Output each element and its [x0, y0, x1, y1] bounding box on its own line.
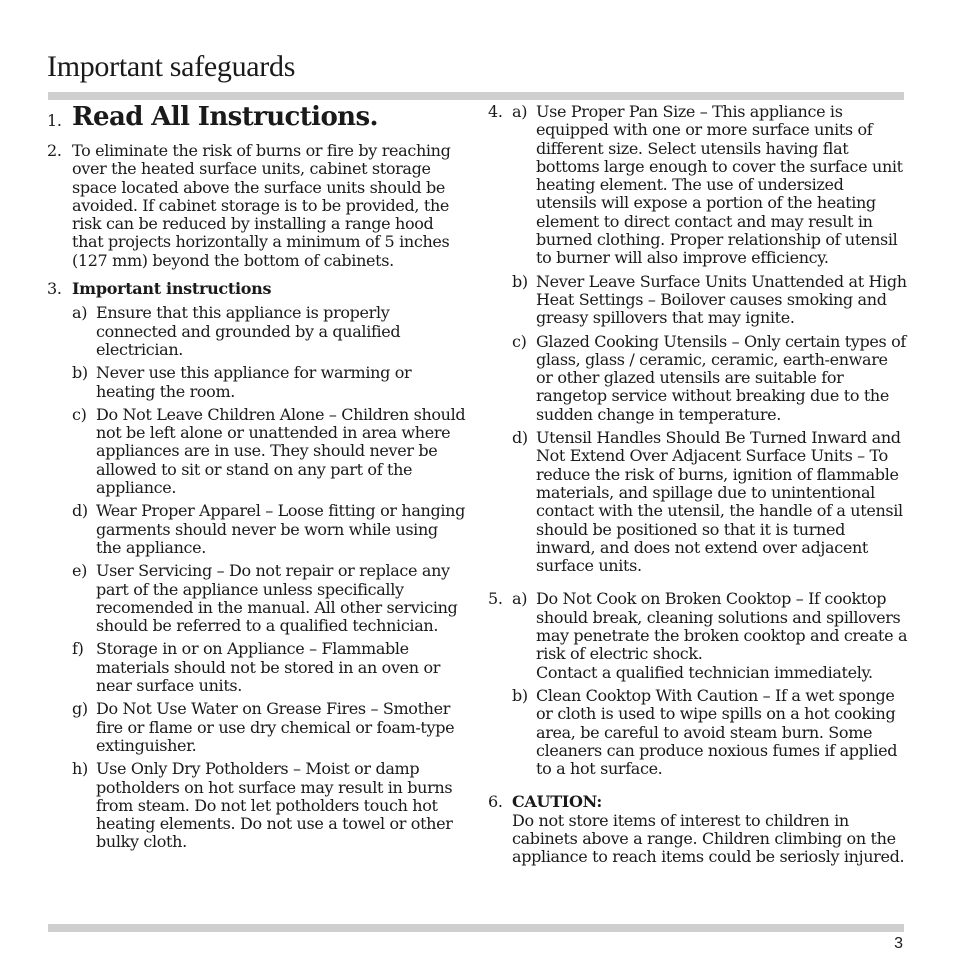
item-number: 4. — [488, 102, 503, 121]
page-title: Important safeguards — [47, 50, 296, 83]
sub-item-d — [72, 502, 467, 557]
item-number: 1. — [47, 111, 62, 130]
list-item-5 — [488, 590, 908, 778]
list-item-4 — [488, 103, 908, 575]
sub-text-contact: Contact a qualified technician immediately. — [536, 662, 873, 682]
header-divider — [48, 92, 904, 100]
sub-list — [512, 685, 908, 779]
sub-item-e — [72, 562, 467, 635]
sub-text: Utensil Handles Should Be Turned Inward and Not Extend Over Adjacent Surface Units – To reduce the risk of burns, ignition of flammable materials, and spillage due to unintentional contact with the utensil, the handle of a utensil should be positioned so that it is turned inward, and does not extend over adjacent surface units. — [536, 428, 903, 576]
sub-letter: b) — [512, 685, 528, 705]
sub-letter: h) — [72, 759, 88, 779]
sub-text: Glazed Cooking Utensils – Only certain types of glass, glass / ceramic, ceramic, earth-enware or other glazed utensils are suitable for rangetop service without breaking due to the sudden change in temperature. — [536, 331, 906, 424]
left-column — [47, 100, 467, 857]
right-column — [488, 100, 908, 867]
list-item-3 — [47, 280, 467, 852]
sub-letter: a) — [72, 303, 88, 323]
sub-list — [512, 271, 908, 576]
sub-letter: a) — [512, 589, 528, 609]
sub-text: User Servicing – Do not repair or replace any part of the appliance unless specifically recomended in the manual. All other servicing should be referred to a qualified technician. — [96, 561, 458, 636]
sub-item-a — [512, 103, 908, 268]
sub-letter: b) — [72, 363, 88, 383]
sub-item-d — [512, 429, 908, 575]
sub-letter: c) — [72, 404, 87, 424]
sub-text: Never use this appliance for warming or heating the room. — [96, 363, 412, 401]
sub-letter: d) — [72, 501, 88, 521]
sub-text: Never Leave Surface Units Unattended at High Heat Settings – Boilover causes smoking and greasy spillovers that may ignite. — [536, 271, 907, 328]
item-number: 5. — [488, 589, 503, 609]
list-item-1 — [47, 100, 467, 134]
sub-text: Do Not Use Water on Grease Fires – Smother fire or flame or use dry chemical or foam-type extinguisher. — [96, 699, 455, 755]
sub-text: Wear Proper Apparel – Loose fitting or hanging garments should never be worn while using the appliance. — [96, 501, 465, 557]
sub-letter: f) — [72, 639, 84, 659]
sub-item-a — [512, 590, 908, 681]
sub-letter: b) — [512, 271, 528, 291]
sub-item-b — [512, 273, 908, 328]
sub-text: Do Not Cook on Broken Cooktop – If cooktop should break, cleaning solutions and spillovers may penetrate the broken cooktop and create a risk of electric shock. — [536, 589, 908, 664]
sub-list — [72, 304, 467, 851]
sub-letter: g) — [72, 699, 88, 719]
sub-text: Use Proper Pan Size – This appliance is equipped with one or more surface units of different size. Select utensils having flat bottoms large enough to cover the surface unit heating element. The use of undersized utensils will expose a portion of the heating element to direct contact and may result in burned clothing. Proper relationship of utensil to burner will also improve efficiency. — [536, 102, 903, 268]
sub-item-b — [512, 687, 908, 778]
page-number: 3 — [894, 935, 903, 952]
caution-text: Do not store items of interest to children in cabinets above a range. Children climbing on the appliance to reach items could be seriosly injured. — [512, 810, 905, 867]
sub-item-h — [72, 760, 467, 851]
sub-text: Storage in or on Appliance – Flammable materials should not be stored in an oven or near surface units. — [96, 639, 441, 696]
item-number: 6. — [488, 792, 503, 812]
sub-text: Use Only Dry Potholders – Moist or damp potholders on hot surface may result in burns from steam. Do not let potholders touch hot heating elements. Do not use a towel or other bulky cloth. — [96, 759, 453, 852]
sub-item-f — [72, 640, 467, 695]
item-text: To eliminate the risk of burns or fire by reaching over the heated surface units, cabinet storage space located above the surface units should be avoided. If cabinet storage is to be provided, the risk can be reduced by installing a range hood that projects horizontally a minimum of 5 inches (127 mm) beyond the bottom of cabinets. — [72, 141, 451, 270]
sub-letter: c) — [512, 331, 527, 351]
sub-text: Clean Cooktop With Caution – If a wet sponge or cloth is used to wipe spills on a hot cooking area, be careful to avoid steam burn. Some cleaners can produce noxious fumes if applied to a hot surface. — [536, 685, 898, 779]
footer-divider — [48, 924, 904, 932]
important-instructions-heading: Important instructions — [72, 279, 272, 299]
sub-letter: a) — [512, 102, 528, 121]
item-number: 2. — [47, 141, 62, 160]
list-item-2 — [47, 142, 467, 270]
sub-letter: e) — [72, 561, 88, 581]
sub-item-a — [72, 304, 467, 359]
list-item-6 — [488, 793, 908, 866]
sub-item-c — [72, 406, 467, 497]
caution-heading: CAUTION: — [512, 792, 602, 812]
sub-item-g — [72, 700, 467, 755]
read-instructions-heading: Read All Instructions. — [72, 102, 378, 132]
sub-text: Ensure that this appliance is properly connected and grounded by a qualified electrician. — [96, 303, 401, 359]
sub-item-b — [72, 364, 467, 401]
sub-letter: d) — [512, 428, 528, 448]
item-number: 3. — [47, 279, 62, 299]
sub-item-c — [512, 333, 908, 424]
sub-text: Do Not Leave Children Alone – Children should not be left alone or unattended in area where appliances are in use. They should never be allowed to sit or stand on any part of the appliance. — [96, 404, 466, 498]
